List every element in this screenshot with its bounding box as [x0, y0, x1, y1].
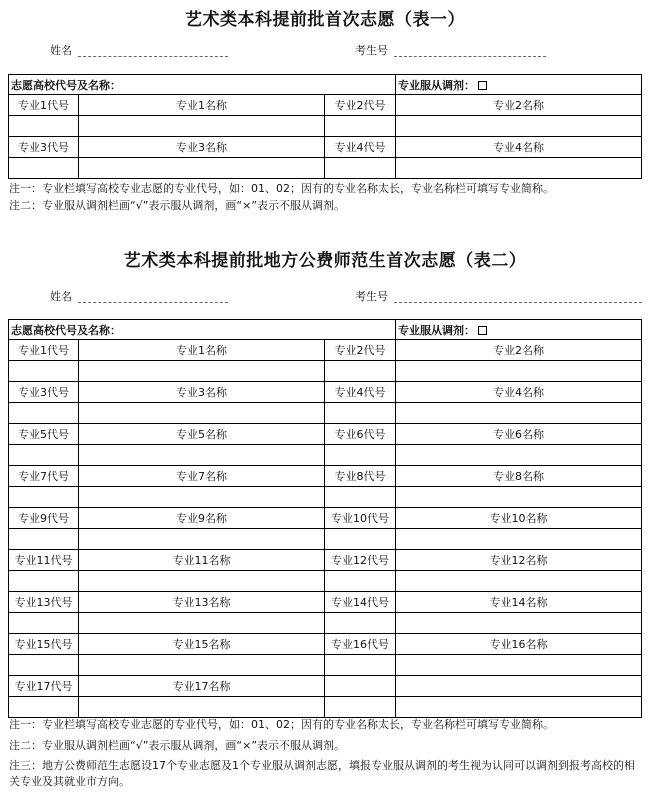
major-label-row [9, 137, 642, 158]
major-code-label: 专业4代号 [325, 382, 396, 403]
major-code-label: 专业7代号 [9, 466, 79, 487]
table2-notes [9, 716, 644, 790]
major-code-input[interactable] [9, 116, 79, 137]
adjust-label: 专业服从调剂： [398, 323, 476, 337]
school-code-name-header: 志愿高校代号及名称： [9, 75, 396, 95]
major-code-input[interactable] [325, 613, 396, 634]
major-label-row [9, 592, 642, 613]
major-name-label: 专业9名称 [79, 508, 325, 529]
major-code-input[interactable] [9, 445, 79, 466]
major-name-input[interactable] [396, 403, 642, 424]
major-name-input[interactable] [79, 487, 325, 508]
table1-note-2: 注二：专业服从调剂栏画“√”表示服从调剂，画“×”表示不服从调剂。 [9, 199, 346, 212]
major-name-input[interactable] [79, 445, 325, 466]
major-name-input[interactable] [396, 613, 642, 634]
table2-note-1: 注一：专业栏填写高校专业志愿的专业代号，如：01、02；因有的专业名称太长，专业名称栏可填写专业简称。 [9, 718, 554, 731]
major-name-label: 专业5名称 [79, 424, 325, 445]
major-code-label [325, 676, 396, 697]
major-name-input[interactable] [396, 655, 642, 676]
major-code-label: 专业16代号 [325, 634, 396, 655]
major-label-row [9, 634, 642, 655]
major-input-row [9, 445, 642, 466]
table2-name-row [0, 288, 650, 306]
table2-title: 艺术类本科提前批地方公费师范生首次志愿（表二） [123, 251, 527, 271]
major-input-row [9, 571, 642, 592]
exam-number-label: 考生号 [355, 44, 388, 57]
major-name-input[interactable] [79, 613, 325, 634]
major-name-input[interactable] [79, 571, 325, 592]
exam-number-field[interactable] [394, 56, 546, 57]
major-name-input[interactable] [396, 158, 642, 179]
major-name-input[interactable] [396, 697, 642, 718]
major-code-input[interactable] [9, 571, 79, 592]
table1-title: 艺术类本科提前批首次志愿（表一） [185, 10, 465, 30]
table1-name-row [0, 42, 650, 60]
major-code-label: 专业3代号 [9, 137, 79, 158]
major-code-input[interactable] [325, 361, 396, 382]
major-name-label: 专业10名称 [396, 508, 642, 529]
major-input-row [9, 655, 642, 676]
major-name-label: 专业15名称 [79, 634, 325, 655]
adjust-checkbox[interactable] [478, 81, 487, 90]
name-field[interactable] [78, 302, 228, 303]
major-name-label: 专业12名称 [396, 550, 642, 571]
major-code-input[interactable] [325, 487, 396, 508]
name-label: 姓名 [50, 290, 72, 303]
major-name-label: 专业4名称 [396, 137, 642, 158]
major-label-row [9, 424, 642, 445]
major-name-label: 专业4名称 [396, 382, 642, 403]
adjust-label: 专业服从调剂： [398, 78, 476, 92]
major-code-input[interactable] [325, 158, 396, 179]
major-code-label: 专业1代号 [9, 95, 79, 116]
major-code-input[interactable] [325, 571, 396, 592]
major-code-input[interactable] [9, 158, 79, 179]
major-code-label: 专业9代号 [9, 508, 79, 529]
table2-note-2: 注二：专业服从调剂栏画“√”表示服从调剂，画“×”表示不服从调剂。 [9, 739, 346, 752]
major-code-label: 专业1代号 [9, 340, 79, 361]
major-name-input[interactable] [396, 116, 642, 137]
major-code-input[interactable] [9, 403, 79, 424]
table1-notes [9, 180, 644, 214]
major-name-label: 专业13名称 [79, 592, 325, 613]
major-code-label: 专业3代号 [9, 382, 79, 403]
major-name-label: 专业8名称 [396, 466, 642, 487]
major-code-label: 专业15代号 [9, 634, 79, 655]
adjust-header [396, 320, 642, 340]
major-code-label: 专业13代号 [9, 592, 79, 613]
table2-note-3: 注三：地方公费师范生志愿设17个专业志愿及1个专业服从调剂志愿，填报专业服从调剂的考生视为认同可以调剂到报考高校的相关专业及其就业市方向。 [9, 759, 635, 788]
major-name-label: 专业14名称 [396, 592, 642, 613]
major-name-label: 专业1名称 [79, 95, 325, 116]
major-name-label: 专业6名称 [396, 424, 642, 445]
major-input-row [9, 613, 642, 634]
major-label-row [9, 508, 642, 529]
major-name-label: 专业1名称 [79, 340, 325, 361]
exam-number-label: 考生号 [355, 290, 388, 303]
major-name-label: 专业3名称 [79, 382, 325, 403]
major-code-label: 专业2代号 [325, 95, 396, 116]
major-name-label: 专业2名称 [396, 340, 642, 361]
major-input-row [9, 403, 642, 424]
major-label-row [9, 340, 642, 361]
major-code-label: 专业8代号 [325, 466, 396, 487]
name-label: 姓名 [50, 44, 72, 57]
major-name-input[interactable] [79, 403, 325, 424]
major-code-input[interactable] [9, 487, 79, 508]
major-input-row [9, 529, 642, 550]
major-code-input[interactable] [9, 655, 79, 676]
major-code-input[interactable] [325, 403, 396, 424]
major-code-label: 专业17代号 [9, 676, 79, 697]
major-name-input[interactable] [79, 116, 325, 137]
major-input-row [9, 697, 642, 718]
major-name-input[interactable] [396, 487, 642, 508]
major-code-input[interactable] [325, 697, 396, 718]
major-name-label: 专业3名称 [79, 137, 325, 158]
major-code-input[interactable] [9, 529, 79, 550]
major-code-input[interactable] [9, 697, 79, 718]
major-label-row [9, 466, 642, 487]
major-name-label [396, 676, 642, 697]
major-label-row [9, 382, 642, 403]
exam-number-field[interactable] [394, 302, 642, 303]
major-name-label: 专业16名称 [396, 634, 642, 655]
major-name-label: 专业17名称 [79, 676, 325, 697]
major-input-row [9, 361, 642, 382]
table2-form [8, 319, 642, 718]
major-name-input[interactable] [396, 529, 642, 550]
table1-note-1: 注一：专业栏填写高校专业志愿的专业代号，如：01、02；因有的专业名称太长，专业名称栏可填写专业简称。 [9, 182, 554, 195]
major-name-label: 专业11名称 [79, 550, 325, 571]
major-code-label: 专业2代号 [325, 340, 396, 361]
major-code-label: 专业6代号 [325, 424, 396, 445]
major-input-row [9, 158, 642, 179]
table1-form [8, 74, 642, 179]
major-code-label: 专业14代号 [325, 592, 396, 613]
major-code-input[interactable] [325, 445, 396, 466]
major-code-input[interactable] [325, 529, 396, 550]
major-input-row [9, 487, 642, 508]
major-name-input[interactable] [79, 655, 325, 676]
major-name-label: 专业2名称 [396, 95, 642, 116]
major-code-label: 专业10代号 [325, 508, 396, 529]
major-name-label: 专业7名称 [79, 466, 325, 487]
major-label-row [9, 95, 642, 116]
major-name-input[interactable] [79, 158, 325, 179]
adjust-header [396, 75, 642, 95]
school-code-name-header: 志愿高校代号及名称： [9, 320, 396, 340]
major-code-label: 专业11代号 [9, 550, 79, 571]
adjust-checkbox[interactable] [478, 326, 487, 335]
major-code-input[interactable] [9, 361, 79, 382]
major-code-label: 专业12代号 [325, 550, 396, 571]
major-input-row [9, 116, 642, 137]
major-code-input[interactable] [325, 655, 396, 676]
major-code-label: 专业5代号 [9, 424, 79, 445]
major-name-input[interactable] [79, 361, 325, 382]
major-name-input[interactable] [396, 571, 642, 592]
name-field[interactable] [78, 56, 228, 57]
major-name-input[interactable] [396, 361, 642, 382]
major-name-input[interactable] [396, 445, 642, 466]
major-code-input[interactable] [325, 116, 396, 137]
major-label-row [9, 676, 642, 697]
major-code-label: 专业4代号 [325, 137, 396, 158]
major-label-row [9, 550, 642, 571]
major-code-input[interactable] [9, 613, 79, 634]
major-name-input[interactable] [79, 529, 325, 550]
major-name-input[interactable] [79, 697, 325, 718]
